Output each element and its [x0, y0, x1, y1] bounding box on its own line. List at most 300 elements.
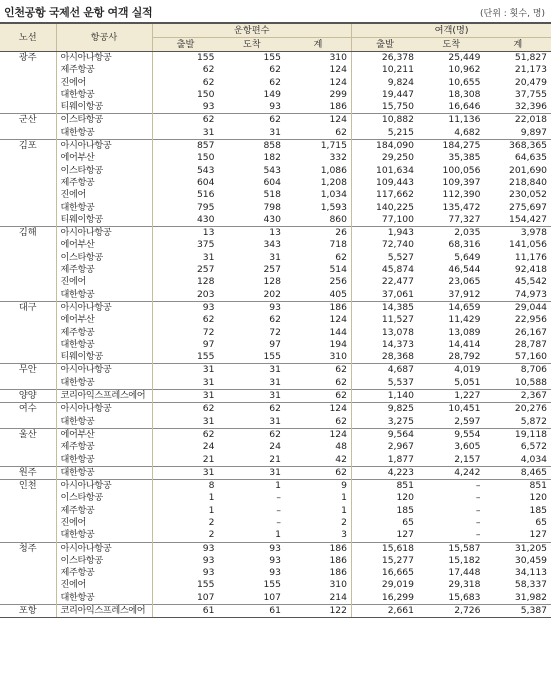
- pax-dep-cell: 15,750: [381, 101, 414, 113]
- pax-total-cell: 31,982: [514, 591, 548, 603]
- pax-arr-cell: 15,182: [448, 554, 481, 566]
- table-row: [0, 542, 551, 555]
- airline-cell: 제주항공: [56, 505, 152, 517]
- flights-dep-cell: 155: [152, 52, 219, 65]
- flights-total-cell: 124: [285, 114, 352, 127]
- pax-total-cell: 5,387: [485, 605, 551, 618]
- pax-dep-cell: 2,967: [387, 441, 414, 453]
- table-row: [0, 605, 551, 618]
- table-row: [0, 52, 551, 65]
- route-cell: 청주: [0, 542, 56, 604]
- flights-total-cell: 62: [285, 364, 352, 377]
- flights-total-cell: 122: [285, 605, 352, 618]
- flights-dep-cell: 62: [152, 114, 219, 127]
- flights-total-cell: 124: [285, 64, 352, 76]
- pax-dep-cell: 29,250: [381, 152, 414, 164]
- flights-dep-cell: 31: [202, 376, 215, 388]
- pax-total-cell: 64,635: [514, 152, 548, 164]
- airline-cell: 아시아나항공: [56, 403, 152, 416]
- flights-dep-cell: 21: [202, 453, 215, 465]
- flights-dep-cell: 62: [152, 428, 219, 441]
- flights-total-cell: 1,715: [285, 140, 352, 153]
- table-row: [0, 127, 551, 140]
- pax-dep-cell: 72,740: [381, 239, 414, 251]
- header-passengers: 여객(명): [352, 23, 551, 38]
- flights-dep-cell: 8: [152, 480, 219, 493]
- flights-dep-cell: 24: [202, 441, 215, 453]
- airline-cell: 대한항공: [56, 416, 152, 429]
- route-cell: 군산: [0, 114, 56, 140]
- flights-dep-cell: 375: [196, 239, 215, 251]
- flights-dep-cell: 516: [196, 189, 215, 201]
- flights-dep-cell: 257: [196, 264, 215, 276]
- pax-arr-cell: –: [475, 504, 481, 516]
- flights-arr-cell: 343: [263, 239, 281, 251]
- flights-arr-cell: 604: [263, 176, 281, 188]
- flights-arr-cell: 543: [263, 164, 281, 176]
- pax-dep-cell: 1,140: [352, 390, 419, 403]
- pax-arr-cell: 184,275: [418, 140, 485, 153]
- pax-total-cell: 10,588: [514, 376, 548, 388]
- table-row: [0, 114, 551, 127]
- pax-dep-cell: 10,882: [352, 114, 419, 127]
- pax-arr-cell: 15,683: [448, 591, 481, 603]
- flights-dep-cell: 2: [208, 516, 215, 528]
- flights-arr-cell: 93: [269, 101, 281, 113]
- flights-total-cell: 299: [285, 89, 352, 101]
- pax-arr-cell: 11,429: [448, 314, 481, 326]
- flights-total-cell: 9: [285, 480, 352, 493]
- pax-total-cell: 201,690: [509, 164, 548, 176]
- pax-total-cell: 34,113: [514, 567, 548, 579]
- table-row: [0, 189, 551, 201]
- pax-dep-cell: 11,527: [381, 314, 414, 326]
- flights-arr-cell: 31: [269, 415, 281, 427]
- table-row: [0, 579, 551, 591]
- pax-dep-cell: 5,537: [387, 376, 414, 388]
- flights-arr-cell: 202: [263, 288, 281, 300]
- pax-dep-cell: 9,825: [352, 403, 419, 416]
- pax-arr-cell: 18,308: [448, 88, 481, 100]
- pax-dep-cell: 140,225: [376, 201, 414, 213]
- pax-dep-cell: 77,100: [381, 213, 414, 225]
- table-row: [0, 165, 551, 177]
- pax-arr-cell: 14,414: [448, 338, 481, 350]
- pax-arr-cell: –: [418, 480, 485, 493]
- header-pax-arr: 도착: [418, 38, 485, 52]
- flights-dep-cell: 150: [196, 88, 215, 100]
- flights-arr-cell: 13: [219, 227, 286, 240]
- pax-total-cell: 65: [535, 516, 548, 528]
- flights-dep-cell: 31: [152, 390, 219, 403]
- pax-arr-cell: 77,327: [448, 213, 481, 225]
- pax-total-cell: 30,459: [514, 554, 548, 566]
- table-row: [0, 390, 551, 403]
- pax-dep-cell: 26,378: [352, 52, 419, 65]
- flights-arr-cell: 31: [269, 251, 281, 263]
- flights-arr-cell: 72: [269, 326, 281, 338]
- flights-arr-cell: 155: [219, 52, 286, 65]
- pax-dep-cell: 19,447: [381, 88, 414, 100]
- table-body: [0, 52, 551, 618]
- flights-dep-cell: 62: [202, 76, 215, 88]
- flights-dep-cell: 155: [196, 579, 215, 591]
- flights-dep-cell: 430: [196, 213, 215, 225]
- pax-arr-cell: 46,544: [448, 264, 481, 276]
- flights-arr-cell: 62: [269, 64, 281, 76]
- flights-dep-cell: 795: [196, 201, 215, 213]
- table-row: [0, 592, 551, 605]
- flights-arr-cell: 31: [269, 126, 281, 138]
- pax-dep-cell: 14,385: [352, 301, 419, 314]
- pax-dep-cell: 5,527: [387, 251, 414, 263]
- flights-arr-cell: 1: [219, 480, 286, 493]
- table-row: [0, 364, 551, 377]
- airline-cell: 진에어: [56, 189, 152, 201]
- pax-arr-cell: 100,056: [442, 164, 481, 176]
- flights-dep-cell: 2: [208, 529, 215, 541]
- pax-arr-cell: –: [475, 492, 481, 504]
- pax-total-cell: 368,365: [485, 140, 551, 153]
- flights-arr-cell: 62: [219, 428, 286, 441]
- route-cell: 김해: [0, 227, 56, 302]
- table-row: [0, 327, 551, 339]
- flights-arr-cell: 24: [269, 441, 281, 453]
- pax-total-cell: 851: [485, 480, 551, 493]
- flights-total-cell: 62: [285, 416, 352, 429]
- flights-total-cell: 144: [285, 327, 352, 339]
- pax-arr-cell: 10,962: [448, 64, 481, 76]
- pax-arr-cell: 37,912: [448, 288, 481, 300]
- pax-arr-cell: 3,605: [454, 441, 481, 453]
- header-flights-arr: 도착: [219, 38, 286, 52]
- airline-cell: 대한항공: [56, 466, 152, 479]
- flights-arr-cell: 257: [263, 264, 281, 276]
- table-row: [0, 480, 551, 493]
- pax-total-cell: 141,056: [509, 239, 548, 251]
- table-row: [0, 89, 551, 101]
- pax-dep-cell: 65: [402, 516, 414, 528]
- airline-cell: 제주항공: [56, 64, 152, 76]
- pax-arr-cell: 16,646: [448, 101, 481, 113]
- table-row: [0, 64, 551, 76]
- header-pax-total: 계: [485, 38, 551, 52]
- flights-total-cell: 3: [285, 529, 352, 542]
- flights-dep-cell: 150: [196, 152, 215, 164]
- flights-dep-cell: 203: [196, 288, 215, 300]
- pax-arr-cell: 2,157: [454, 453, 481, 465]
- flights-dep-cell: 13: [152, 227, 219, 240]
- flights-dep-cell: 72: [202, 326, 215, 338]
- flights-total-cell: 42: [285, 454, 352, 467]
- pax-arr-cell: 13,089: [448, 326, 481, 338]
- pax-arr-cell: 14,659: [418, 301, 485, 314]
- flights-dep-cell: 155: [196, 351, 215, 363]
- flights-total-cell: 186: [285, 101, 352, 114]
- unit-note: (단위 : 횟수, 명): [480, 9, 545, 19]
- airline-cell: 티웨이항공: [56, 214, 152, 227]
- flights-total-cell: 186: [285, 542, 352, 555]
- route-cell: 포항: [0, 605, 56, 618]
- route-cell: 울산: [0, 428, 56, 466]
- flights-total-cell: 62: [285, 252, 352, 264]
- flights-total-cell: 718: [285, 239, 352, 251]
- pax-dep-cell: 15,277: [381, 554, 414, 566]
- table-row: [0, 339, 551, 351]
- pax-arr-cell: 10,451: [418, 403, 485, 416]
- table-row: [0, 441, 551, 453]
- airline-cell: 대한항공: [56, 289, 152, 302]
- pax-total-cell: 20,479: [514, 76, 548, 88]
- flights-total-cell: 214: [285, 592, 352, 605]
- table-row: [0, 276, 551, 288]
- flights-total-cell: 310: [285, 351, 352, 364]
- airline-cell: 에어부산: [56, 428, 152, 441]
- airline-cell: 대한항공: [56, 377, 152, 390]
- pax-total-cell: 29,044: [485, 301, 551, 314]
- pax-total-cell: 21,173: [514, 64, 548, 76]
- pax-total-cell: 218,840: [509, 176, 548, 188]
- pax-arr-cell: 68,316: [448, 239, 481, 251]
- pax-arr-cell: 15,587: [418, 542, 485, 555]
- flights-dep-cell: 31: [202, 251, 215, 263]
- pax-arr-cell: 112,390: [442, 189, 481, 201]
- pax-total-cell: 19,118: [485, 428, 551, 441]
- pax-dep-cell: 4,223: [352, 466, 419, 479]
- flights-arr-cell: 62: [269, 76, 281, 88]
- table-row: [0, 101, 551, 114]
- table-row: [0, 301, 551, 314]
- airline-cell: 티웨이항공: [56, 351, 152, 364]
- table-row: [0, 239, 551, 251]
- flights-arr-cell: 93: [269, 567, 281, 579]
- table-row: [0, 77, 551, 89]
- pax-total-cell: 92,418: [514, 264, 548, 276]
- pax-dep-cell: 5,215: [387, 126, 414, 138]
- pax-dep-cell: 2,661: [352, 605, 419, 618]
- pax-total-cell: 20,276: [485, 403, 551, 416]
- airline-cell: 아시아나항공: [56, 542, 152, 555]
- flights-dep-cell: 93: [152, 301, 219, 314]
- pax-dep-cell: 29,019: [381, 579, 414, 591]
- pax-arr-cell: 2,035: [418, 227, 485, 240]
- pax-total-cell: 11,176: [514, 251, 548, 263]
- pax-total-cell: 74,973: [514, 288, 548, 300]
- table-row: [0, 529, 551, 542]
- pax-total-cell: 185: [529, 504, 548, 516]
- pax-arr-cell: –: [475, 529, 481, 541]
- table-row: [0, 202, 551, 214]
- pax-arr-cell: –: [475, 516, 481, 528]
- pax-arr-cell: 135,472: [442, 201, 481, 213]
- airline-cell: 이스타항공: [56, 165, 152, 177]
- table-row: [0, 314, 551, 326]
- header-pax-dep: 출발: [352, 38, 419, 52]
- flights-arr-cell: 61: [219, 605, 286, 618]
- flights-total-cell: 62: [285, 466, 352, 479]
- flights-total-cell: 860: [285, 214, 352, 227]
- pax-total-cell: 8,465: [485, 466, 551, 479]
- pax-arr-cell: 10,655: [448, 76, 481, 88]
- flights-dep-cell: 604: [196, 176, 215, 188]
- airline-cell: 에어부산: [56, 152, 152, 164]
- flights-arr-cell: 62: [219, 403, 286, 416]
- flights-dep-cell: 62: [202, 314, 215, 326]
- flights-total-cell: 62: [285, 390, 352, 403]
- airline-cell: 제주항공: [56, 327, 152, 339]
- table-row: [0, 517, 551, 529]
- airline-cell: 대한항공: [56, 202, 152, 214]
- route-cell: 김포: [0, 140, 56, 227]
- flights-arr-cell: 155: [263, 579, 281, 591]
- pax-dep-cell: 1,943: [352, 227, 419, 240]
- flights-dep-cell: 97: [202, 338, 215, 350]
- pax-total-cell: 127: [529, 529, 548, 541]
- pax-total-cell: 4,034: [520, 453, 548, 465]
- table-row: [0, 466, 551, 479]
- flights-arr-cell: 93: [219, 301, 286, 314]
- route-cell: 대구: [0, 301, 56, 363]
- flights-arr-cell: 31: [269, 376, 281, 388]
- airline-cell: 코리아익스프레스에어: [56, 390, 152, 403]
- flights-arr-cell: 128: [263, 276, 281, 288]
- airline-cell: 티웨이항공: [56, 101, 152, 114]
- flights-arr-cell: 107: [263, 591, 281, 603]
- airline-cell: 이스타항공: [56, 114, 152, 127]
- flights-total-cell: 62: [285, 127, 352, 140]
- pax-dep-cell: 13,078: [381, 326, 414, 338]
- pax-arr-cell: 17,448: [448, 567, 481, 579]
- route-cell: 인천: [0, 480, 56, 542]
- flights-arr-cell: 149: [263, 88, 281, 100]
- header-flights: 운항편수: [152, 23, 352, 38]
- flights-dep-cell: 31: [152, 466, 219, 479]
- flights-total-cell: 2: [285, 517, 352, 529]
- page-title: 인천공항 국제선 운항 여객 실적: [4, 6, 153, 19]
- flights-arr-cell: –: [276, 492, 281, 504]
- flights-total-cell: 186: [285, 555, 352, 567]
- pax-dep-cell: 3,275: [387, 415, 414, 427]
- pax-dep-cell: 16,299: [381, 591, 414, 603]
- table-row: [0, 227, 551, 240]
- airline-cell: 아시아나항공: [56, 301, 152, 314]
- table-row: [0, 555, 551, 567]
- airline-cell: 제주항공: [56, 264, 152, 276]
- table-row: [0, 492, 551, 504]
- table-row: [0, 214, 551, 227]
- pax-dep-cell: 14,373: [381, 338, 414, 350]
- flights-arr-cell: 182: [263, 152, 281, 164]
- route-cell: 여수: [0, 403, 56, 429]
- airline-cell: 에어부산: [56, 239, 152, 251]
- pax-arr-cell: 23,065: [448, 276, 481, 288]
- pax-dep-cell: 37,061: [381, 288, 414, 300]
- pax-total-cell: 8,706: [485, 364, 551, 377]
- flights-total-cell: 1,034: [285, 189, 352, 201]
- airline-cell: 아시아나항공: [56, 364, 152, 377]
- pax-arr-cell: 5,051: [454, 376, 481, 388]
- airline-cell: 대한항공: [56, 339, 152, 351]
- pax-dep-cell: 9,564: [352, 428, 419, 441]
- flights-arr-cell: 155: [263, 351, 281, 363]
- pax-total-cell: 22,018: [485, 114, 551, 127]
- airline-cell: 코리아익스프레스에어: [56, 605, 152, 618]
- table-row: [0, 416, 551, 429]
- flight-passenger-table: [0, 22, 551, 618]
- pax-total-cell: 28,787: [514, 338, 548, 350]
- flights-total-cell: 186: [285, 567, 352, 579]
- pax-total-cell: 45,542: [514, 276, 548, 288]
- flights-dep-cell: 61: [152, 605, 219, 618]
- pax-total-cell: 154,427: [509, 213, 548, 225]
- flights-dep-cell: 857: [152, 140, 219, 153]
- pax-arr-cell: 109,397: [442, 176, 481, 188]
- flights-total-cell: 1,593: [285, 202, 352, 214]
- flights-total-cell: 1: [285, 492, 352, 504]
- flights-dep-cell: 62: [152, 403, 219, 416]
- flights-arr-cell: 858: [219, 140, 286, 153]
- table-row: [0, 567, 551, 579]
- airline-cell: 제주항공: [56, 177, 152, 189]
- pax-total-cell: 6,572: [520, 441, 548, 453]
- pax-total-cell: 2,367: [485, 390, 551, 403]
- airline-cell: 대한항공: [56, 454, 152, 467]
- table-row: [0, 454, 551, 467]
- flights-dep-cell: 1: [208, 492, 215, 504]
- airline-cell: 에어부산: [56, 314, 152, 326]
- airline-cell: 제주항공: [56, 567, 152, 579]
- airline-cell: 이스타항공: [56, 555, 152, 567]
- flights-dep-cell: 31: [202, 126, 215, 138]
- pax-total-cell: 31,205: [485, 542, 551, 555]
- pax-dep-cell: 101,634: [376, 164, 414, 176]
- pax-dep-cell: 184,090: [352, 140, 419, 153]
- airline-cell: 제주항공: [56, 441, 152, 453]
- pax-dep-cell: 851: [352, 480, 419, 493]
- flights-arr-cell: 31: [219, 390, 286, 403]
- pax-arr-cell: 25,449: [418, 52, 485, 65]
- flights-total-cell: 1,086: [285, 165, 352, 177]
- flights-arr-cell: 518: [263, 189, 281, 201]
- flights-dep-cell: 128: [196, 276, 215, 288]
- flights-arr-cell: 93: [219, 542, 286, 555]
- pax-arr-cell: 5,649: [454, 251, 481, 263]
- pax-arr-cell: 9,554: [418, 428, 485, 441]
- pax-total-cell: 51,827: [485, 52, 551, 65]
- pax-arr-cell: 11,136: [418, 114, 485, 127]
- flights-total-cell: 124: [285, 428, 352, 441]
- flights-arr-cell: 62: [219, 114, 286, 127]
- flights-total-cell: 186: [285, 301, 352, 314]
- table-row: [0, 264, 551, 276]
- pax-dep-cell: 10,211: [381, 64, 414, 76]
- pax-dep-cell: 1,877: [387, 453, 414, 465]
- header-flights-dep: 출발: [152, 38, 219, 52]
- pax-total-cell: 37,755: [514, 88, 548, 100]
- route-cell: 무안: [0, 364, 56, 390]
- flights-total-cell: 256: [285, 276, 352, 288]
- pax-total-cell: 3,978: [485, 227, 551, 240]
- table-row: [0, 177, 551, 189]
- pax-total-cell: 32,396: [514, 101, 548, 113]
- table-row: [0, 403, 551, 416]
- pax-total-cell: 275,697: [509, 201, 548, 213]
- flights-total-cell: 194: [285, 339, 352, 351]
- header-route: 노선: [0, 23, 56, 52]
- table-row: [0, 377, 551, 390]
- table-row: [0, 351, 551, 364]
- flights-arr-cell: 798: [263, 201, 281, 213]
